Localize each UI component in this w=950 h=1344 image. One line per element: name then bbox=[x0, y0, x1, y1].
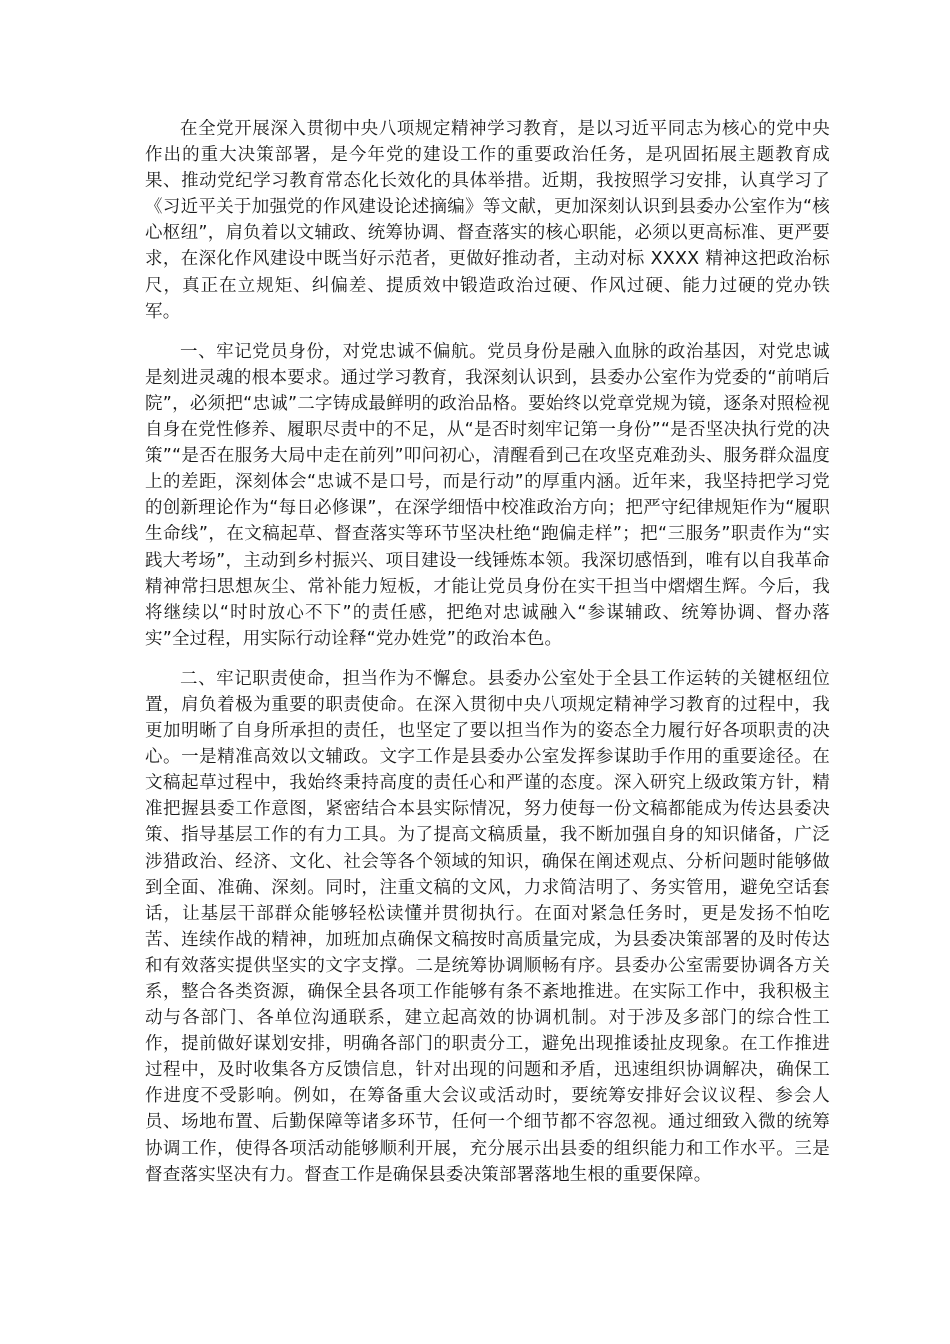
document-page bbox=[145, 116, 830, 1202]
paragraph-intro: 在全党开展深入贯彻中央八项规定精神学习教育，是以习近平同志为核心的党中央作出的重大决策部署，是今年党的建设工作的重要政治任务，是巩固拓展主题教育成果、推动党纪学习教育常态化长效化的具体举措。近期，我按照学习安排，认真学习了《习近平关于加强党的作风建设论述摘编》等文献，更加深刻认识到县委办公室作为“核心枢纽”，肩负着以文辅政、统筹协调、督查落实的核心职能，必须以更高标准、更严要求，在深化作风建设中既当好示范者，更做好推动者，主动对标 XXXX 精神这把政治标尺，真正在立规矩、纠偏差、提质效中锻造政治过硬、作风过硬、能力过硬的党办铁军。 bbox=[145, 119, 830, 322]
paragraph-section-two: 二、牢记职责使命，担当作为不懈怠。县委办公室处于全县工作运转的关键枢纽位置，肩负着极为重要的职责使命。在深入贯彻中央八项规定精神学习教育的过程中，我更加明晰了自身所承担的责任，也坚定了要以担当作为的姿态全力履行好各项职责的决心。一是精准高效以文辅政。文字工作是县委办公室发挥参谋助手作用的重要途径。在文稿起草过程中，我始终秉持高度的责任心和严谨的态度。深入研究上级政策方针，精准把握县委工作意图，紧密结合本县实际情况，努力使每一份文稿都能成为传达县委决策、指导基层工作的有力工具。为了提高文稿质量，我不断加强自身的知识储备，广泛涉猎政治、经济、文化、社会等各个领域的知识，确保在阐述观点、分析问题时能够做到全面、准确、深刻。同时，注重文稿的文风，力求简洁明了、务实管用，避免空话套话，让基层干部群众能够轻松读懂并贯彻执行。在面对紧急任务时，更是发扬不怕吃苦、连续作战的精神，加班加点确保文稿按时高质量完成，为县委决策部署的及时传达和有效落实提供坚实的文字支撑。二是统筹协调顺畅有序。县委办公室需要协调各方关系，整合各类资源，确保全县各项工作能够有条不紊地推进。在实际工作中，我积极主动与各部门、各单位沟通联系，建立起高效的协调机制。对于涉及多部门的综合性工作，提前做好谋划安排，明确各部门的职责分工，避免出现推诿扯皮现象。在工作推进过程中，及时收集各方反馈信息，针对出现的问题和矛盾，迅速组织协调解决，确保工作进度不受影响。例如，在筹备重大会议或活动时，要统筹安排好会议议程、参会人员、场地布置、后勤保障等诸多环节，任何一个细节都不容忽视。通过细致入微的统筹协调工作，使得各项活动能够顺利开展，充分展示出县委的组织能力和工作水平。三是督查落实坚决有力。督查工作是确保县委决策部署落地生根的重要保障。 bbox=[145, 668, 830, 1185]
paragraph-section-one: 一、牢记党员身份，对党忠诚不偏航。党员身份是融入血脉的政治基因，对党忠诚是刻进灵魂的根本要求。通过学习教育，我深刻认识到，县委办公室作为党委的“前哨后院”，必须把“忠诚”二字铸成最鲜明的政治品格。要始终以党章党规为镜，逐条对照检视自身在党性修养、履职尽责中的不足，从“是否时刻牢记第一身份”“是否坚决执行党的决策”“是否在服务大局中走在前列”叩问初心，清醒看到己在攻坚克难劲头、服务群众温度上的差距，深刻体会“忠诚不是口号，而是行动”的厚重内涵。近年来，我坚持把学习党的创新理论作为“每日必修课”，在深学细悟中校准政治方向；把严守纪律规矩作为“履职生命线”，在文稿起草、督查落实等环节坚决杜绝“跑偏走样”；把“三服务”职责作为“实践大考场”，主动到乡村振兴、项目建设一线锤炼本领。我深切感悟到，唯有以自我革命精神常扫思想灰尘、常补能力短板，才能让党员身份在实干担当中熠熠生辉。今后，我将继续以“时时放心不下”的责任感，把绝对忠诚融入“参谋辅政、统筹协调、督办落实”全过程，用实际行动诠释“党办姓党”的政治本色。 bbox=[145, 341, 830, 649]
